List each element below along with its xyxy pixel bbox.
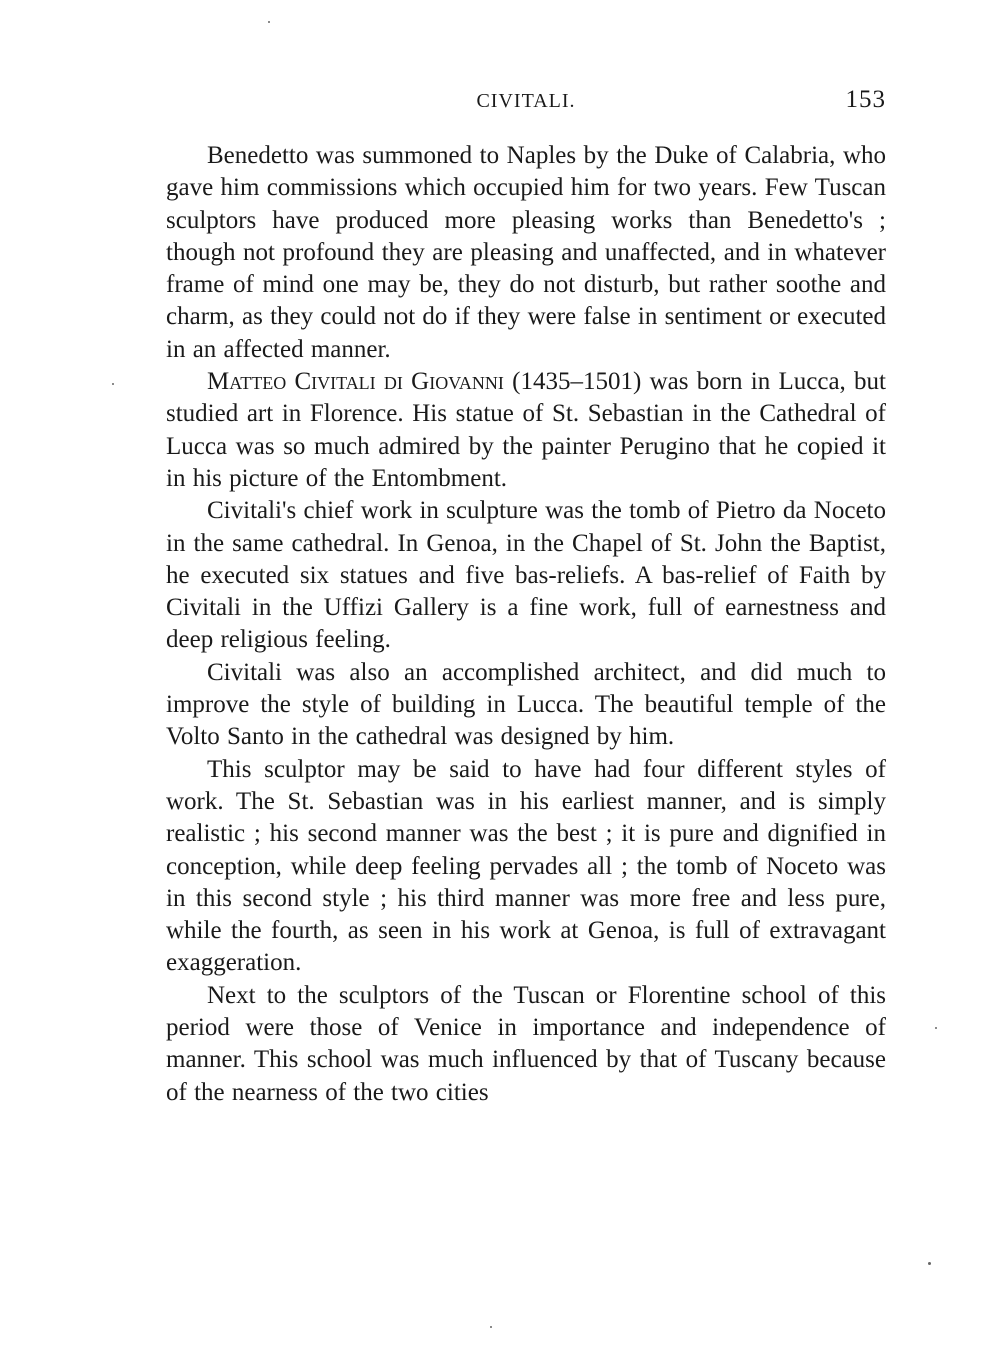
scan-speck (268, 21, 270, 23)
paragraph-text: Benedetto was summoned to Naples by the Duke of Calabria, who gave him commissions which occupied him for two years. Few Tuscan sculptors have produced more pleasing works than Benedetto's ; though not profound they are pleasing and unaffected, and in whatever frame of mind one may be, they do not disturb, but rather soothe and charm, as they could not do if they were false in sentiment or executed in an affected manner. (166, 142, 886, 363)
body-text (166, 140, 886, 1109)
paragraph-text: (1435–1501) was born in Lucca, but studied art in Florence. His statue of St. Sebastian in the Cathedral of Lucca was so much admired by the painter Perugino that he copied it in his picture of the Entombment. (166, 368, 886, 492)
page-header (166, 84, 886, 120)
page-number: 153 (845, 86, 886, 113)
paragraph-text: Next to the sculptors of the Tuscan or Florentine school of this period were those of Venice in importance and independence of manner. This school was much influenced by that of Tuscany because of the nearness of the two cities (166, 981, 886, 1106)
paragraph-venice (166, 980, 886, 1109)
paragraph-architect (166, 657, 886, 754)
scan-speck (112, 383, 114, 385)
scan-speck (935, 1027, 937, 1029)
paragraph-matteo-civitali (166, 366, 886, 495)
paragraph-text: This sculptor may be said to have had four different styles of work. The St. Sebastian was in his earliest manner, and is simply realistic ; his second manner was the best ; it is pure and dignified in conception, while deep feeling pervades all ; the tomb of Noceto was in this second style ; his third manner was more free and less pure, while the fourth, as seen in his work at Genoa, is full of extravagant exaggeration. (166, 755, 886, 977)
scan-speck (928, 1262, 931, 1265)
paragraph-chief-work (166, 495, 886, 656)
paragraph-lead-name: Matteo Civitali di Giovanni (207, 368, 504, 396)
paragraph-text: Civitali was also an accomplished architect, and did much to improve the style of building in Lucca. The beautiful temple of the Volto Santo in the cathedral was designed by him. (166, 658, 886, 751)
paragraph-text: Civitali's chief work in sculpture was the tomb of Pietro da Noceto in the same cathedral. In Genoa, in the Chapel of St. John the Baptist, he executed six statues and five bas-reliefs. A bas-relief of Faith by Civitali in the Uffizi Gallery is a fine work, full of earnestness and deep religious feeling. (166, 497, 886, 654)
scan-speck (490, 1326, 492, 1328)
running-title: CIVITALI. (476, 90, 576, 112)
paragraph-benedetto (166, 140, 886, 366)
paragraph-styles (166, 754, 886, 980)
